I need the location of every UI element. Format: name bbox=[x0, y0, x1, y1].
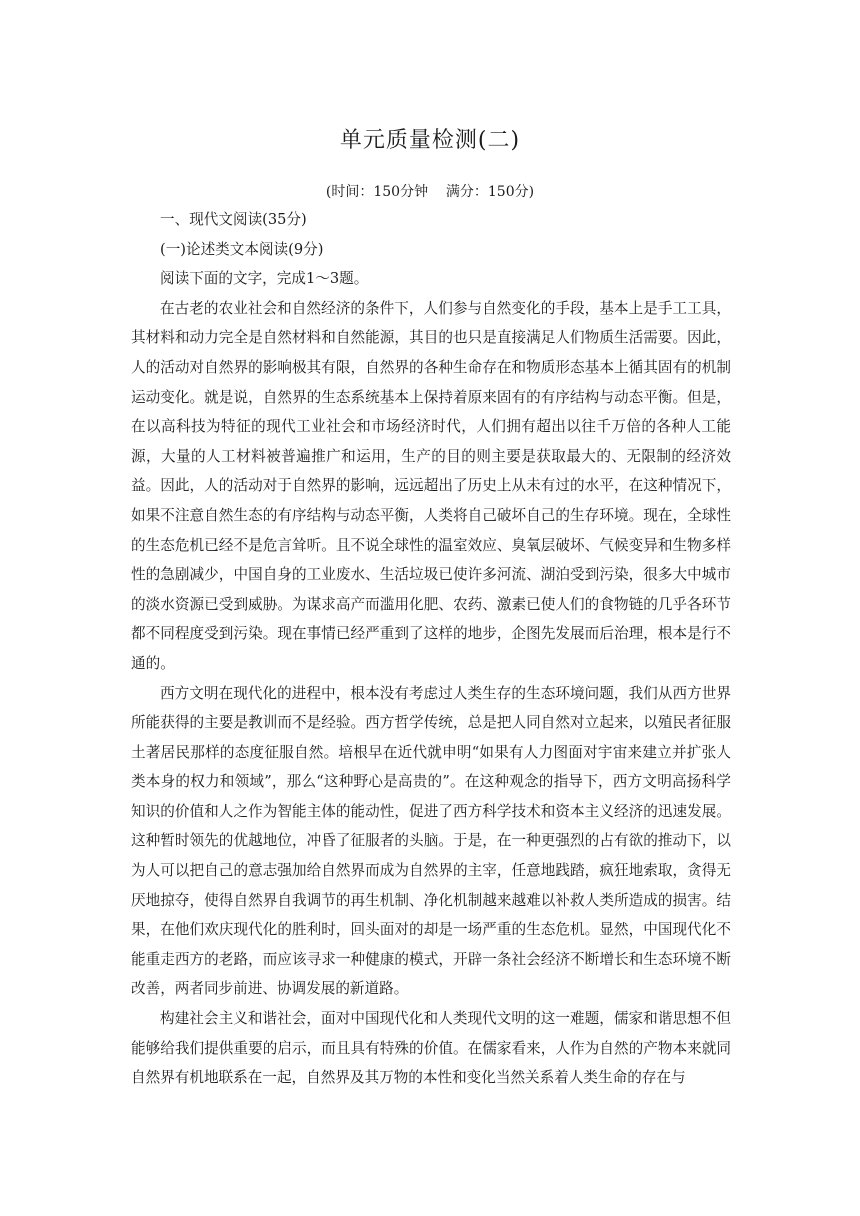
reading-instruction: 阅读下面的文字，完成1～3题。 bbox=[160, 270, 369, 288]
passage-paragraph-2: 西方文明在现代化的进程中，根本没有考虑过人类生存的生态环境问题，我们从西方世界所能获得的主要是教训而不是经验。西方哲学传统，总是把人同自然对立起来，以殖民者征服土著居民那样的态度征服自然。培根早在近代就申明“如果有人力图面对宇宙来建立并扩张人类本身的权力和领域”，那么“这种野心是高贵的”。在这种观念的指导下，西方文明高扬科学知识的价值和人之作为智能主体的能动性，促进了西方科学技术和资本主义经济的迅速发展。这种暂时领先的优越地位，冲昏了征服者的头脑。于是，在一种更强烈的占有欲的推动下，以为人可以把自己的意志强加给自然界而成为自然界的主宰，任意地践踏，疯狂地索取，贪得无厌地掠夺，使得自然界自我调节的再生机制、净化机制越来越难以补救人类所造成的损害。结果，在他们欢庆现代化的胜利时，回头面对的却是一场严重的生态危机。显然，中国现代化不能重走西方的老路，而应该寻求一种健康的模式，开辟一条社会经济不断增长和生态环境不断改善，两者同步前进、协调发展的新道路。 bbox=[131, 684, 731, 998]
document-title: 单元质量检测(二) bbox=[339, 128, 521, 153]
subsection-heading: (一)论述类文本阅读(9分) bbox=[160, 240, 324, 258]
exam-time-and-score: (时间：150分钟 满分：150分) bbox=[325, 184, 535, 200]
document-body bbox=[131, 205, 731, 1093]
passage-paragraph-1: 在古老的农业社会和自然经济的条件下，人们参与自然变化的手段，基本上是手工工具，其材料和动力完全是自然材料和自然能源，其目的也只是直接满足人们物质生活需要。因此，人的活动对自然界的影响极其有限，自然界的各种生命存在和物质形态基本上循其固有的机制运动变化。就是说，自然界的生态系统基本上保持着原来固有的有序结构与动态平衡。但是，在以高科技为特征的现代工业社会和市场经济时代，人们拥有超出以往千万倍的各种人工能源，大量的人工材料被普遍推广和运用，生产的目的则主要是获取最大的、无限制的经济效益。因此，人的活动对于自然界的影响，远远超出了历史上从未有过的水平，在这种情况下，如果不注意自然生态的有序结构与动态平衡，人类将自己破坏自己的生存环境。现在，全球性的生态危机已经不是危言耸听。且不说全球性的温室效应、臭氧层破坏、气候变异和生物多样性的急剧减少，中国自身的工业废水、生活垃圾已使许多河流、湖泊受到污染，很多大中城市的淡水资源已受到威胁。为谋求高产而滥用化肥、农药、激素已使人们的食物链的几乎各环节都不同程度受到污染。现在事情已经严重到了这样的地步，企图先发展而后治理，根本是行不通的。 bbox=[131, 299, 731, 672]
section-heading: 一、现代文阅读(35分) bbox=[160, 211, 307, 228]
passage-paragraph-3: 构建社会主义和谐社会，面对中国现代化和人类现代文明的这一难题，儒家和谐思想不但能够给我们提供重要的启示，而且具有特殊的价值。在儒家看来，人作为自然的产物本来就同自然界有机地联系在一起，自然界及其万物的本性和变化当然关系着人类生命的存在与 bbox=[131, 1010, 731, 1087]
